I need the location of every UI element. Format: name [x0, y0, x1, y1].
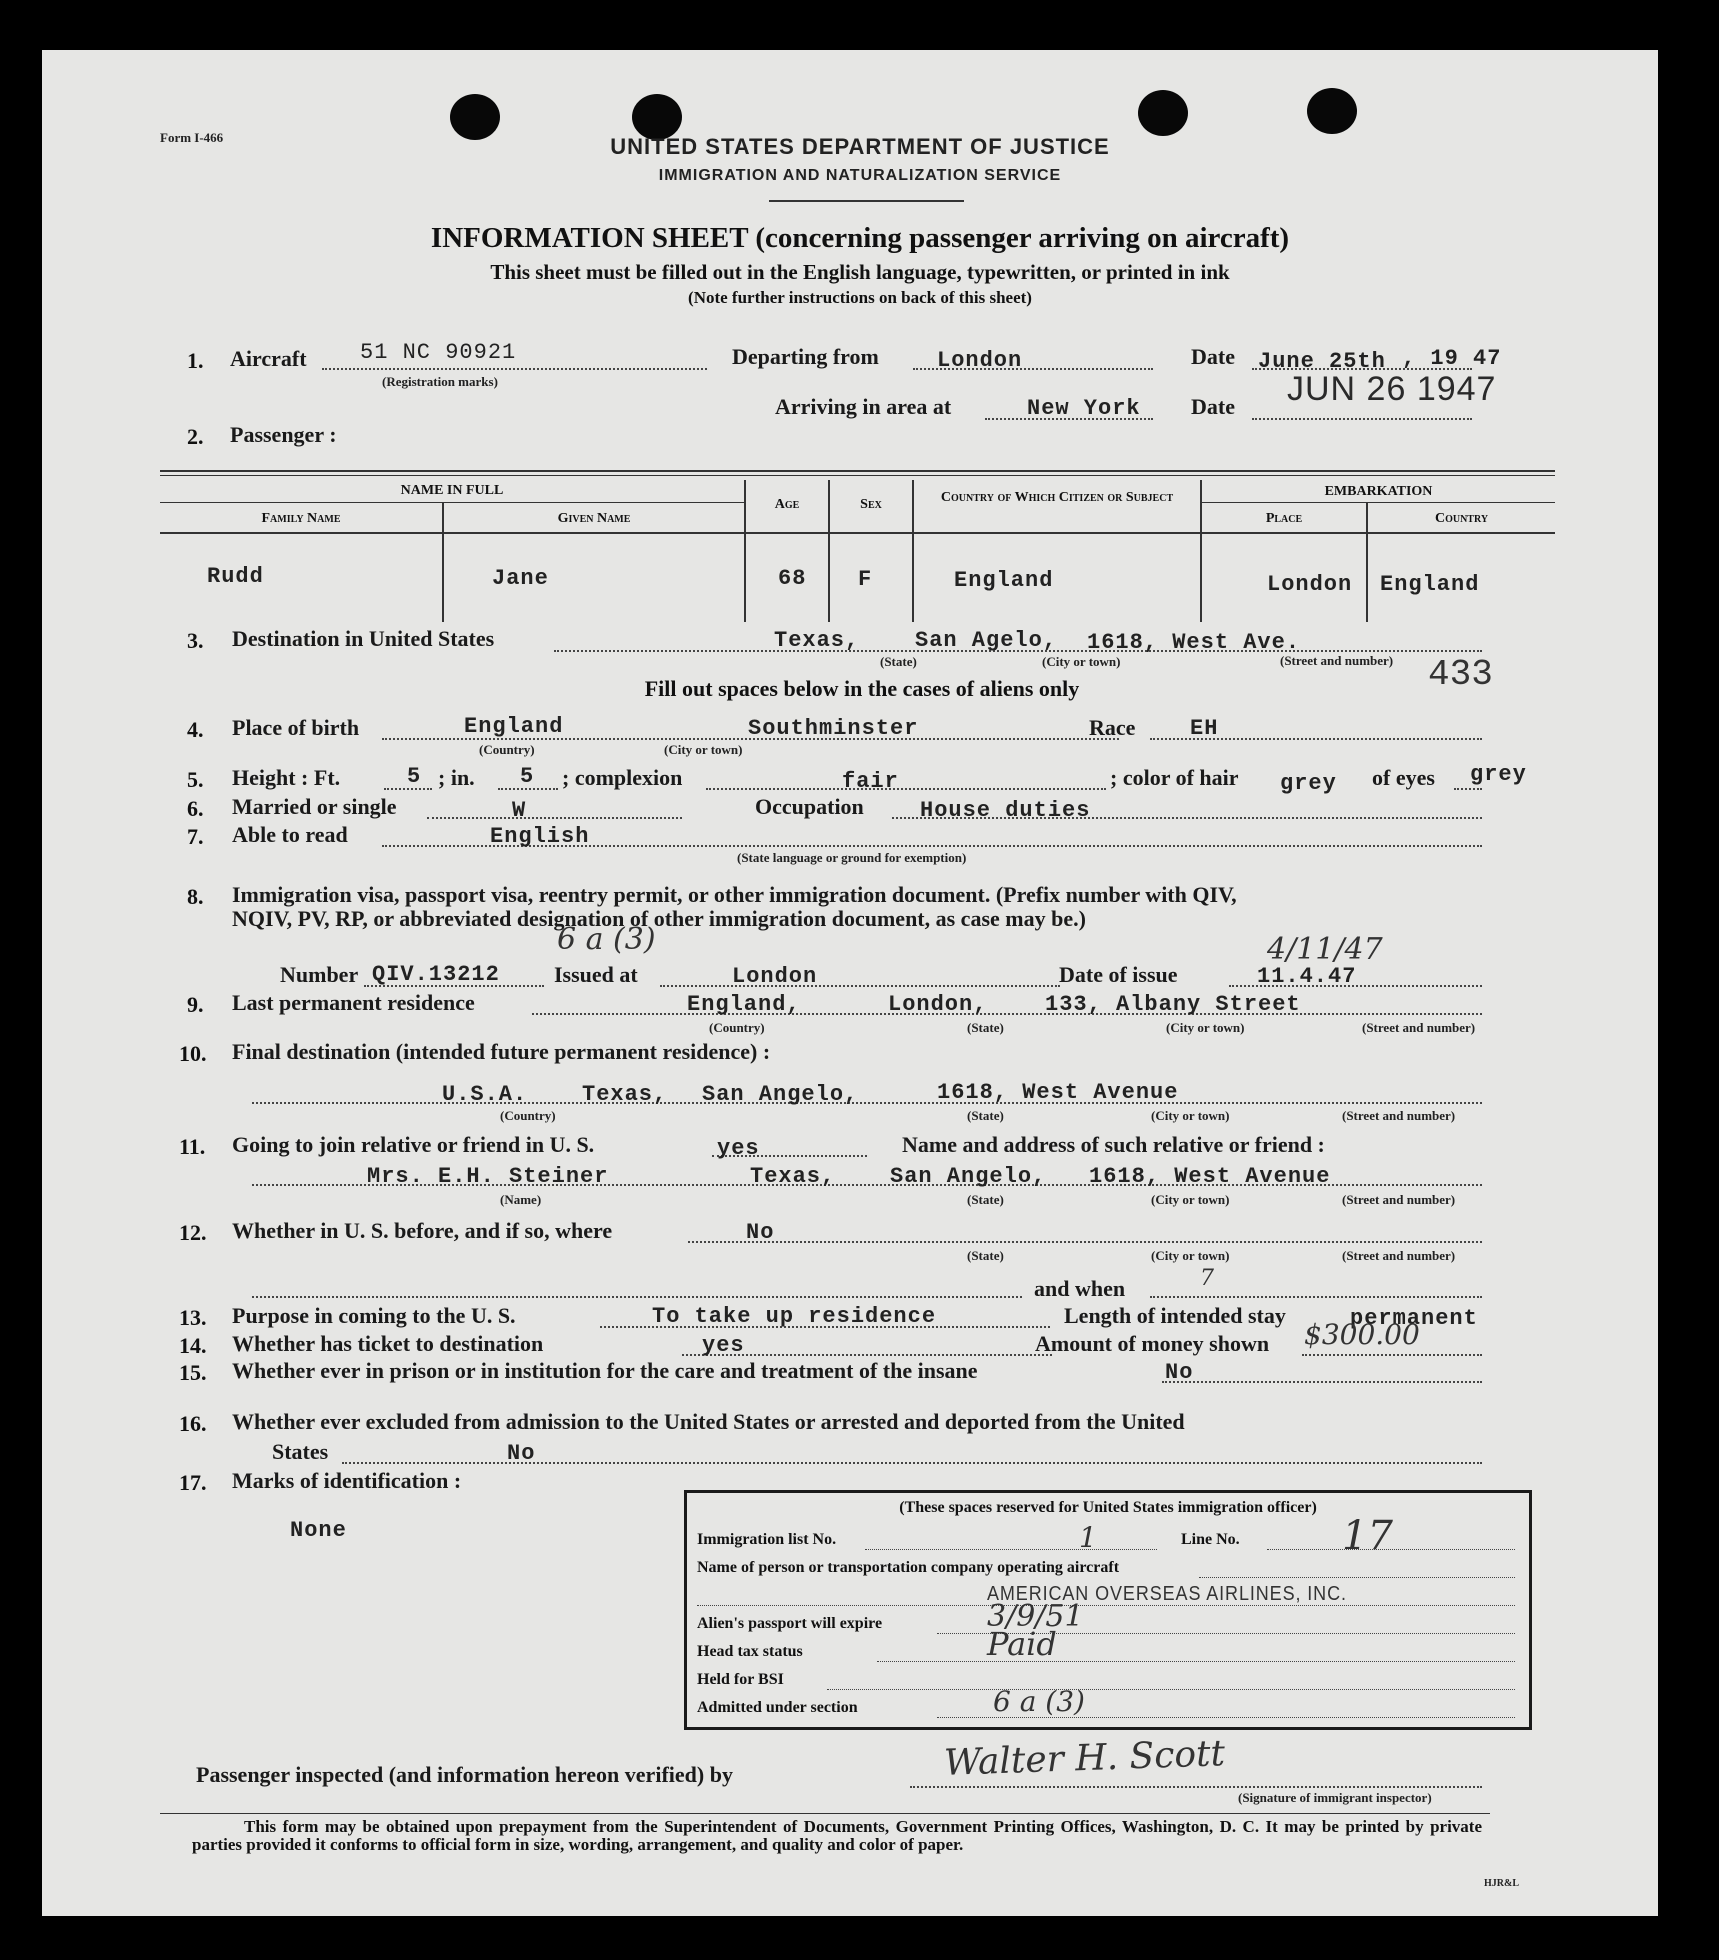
last-residence-country: England, [687, 992, 801, 1017]
line-number-value: 17 [1342, 1513, 1393, 1559]
given-name-header: Given Name [557, 511, 631, 526]
item-number: 6. [187, 796, 204, 821]
date-of-issue-typed: 11.4.47 [1257, 964, 1357, 989]
able-to-read-label: Able to read [232, 822, 348, 847]
reg-marks-caption: (Registration marks) [382, 374, 498, 389]
going-to-join-label: Going to join relative or friend in U. S. [232, 1132, 595, 1157]
street-caption: (Street and number) [1342, 1108, 1456, 1123]
height-in-value: 5 [520, 764, 535, 789]
destination-street-value: 1618, West Ave. [1087, 630, 1301, 655]
arriving-label: Arriving in area at [775, 394, 952, 419]
departure-year: , 19 47 [1402, 346, 1502, 371]
going-to-join-value: yes [717, 1136, 760, 1161]
relative-name-address-label: Name and address of such relative or friend : [902, 1132, 1325, 1157]
married-value: W [512, 798, 527, 823]
last-residence-address: 133, Albany Street [1045, 992, 1301, 1017]
destination-state-value: Texas, [774, 628, 860, 653]
money-shown-value: $300.00 [1304, 1318, 1420, 1351]
age-header: Age [774, 497, 800, 512]
height-ft-label: Height : Ft. [232, 765, 341, 790]
place-of-birth-label: Place of birth [232, 715, 360, 740]
form-number: Form I-466 [160, 130, 224, 145]
departing-value: London [937, 348, 1023, 373]
date-label: Date [1191, 394, 1235, 419]
held-bsi-label: Held for BSI [697, 1671, 784, 1688]
excluded-value: No [507, 1441, 536, 1466]
signature-caption: (Signature of immigrant inspector) [1238, 1790, 1432, 1805]
departure-date-value: June 25th [1258, 349, 1386, 374]
purpose-label: Purpose in coming to the U. S. [232, 1303, 516, 1328]
document-class-handwritten: 6 a (3) [557, 922, 656, 957]
occupation-value: House duties [920, 798, 1091, 823]
age-value: 68 [778, 566, 807, 591]
occupation-label: Occupation [755, 794, 864, 819]
country-caption: (Country) [500, 1108, 556, 1123]
admitted-under-value: 6 a (3) [993, 1685, 1085, 1718]
arriving-value: New York [1027, 396, 1141, 421]
passport-expire-label: Alien's passport will expire [697, 1615, 883, 1632]
subtitle: This sheet must be filled out in the English language, typewritten, or printed in ink [490, 260, 1230, 284]
ticket-label: Whether has ticket to destination [232, 1331, 544, 1356]
item-number: 1. [187, 348, 204, 373]
state-caption: (State) [967, 1108, 1004, 1123]
sex-header: Sex [860, 497, 882, 512]
aircraft-value: 51 NC 90921 [360, 340, 517, 365]
last-residence-state: London, [888, 992, 988, 1017]
city-caption: (City or town) [1042, 654, 1121, 669]
final-destination-street: 1618, West Avenue [937, 1080, 1179, 1105]
final-destination-country: U.S.A. [442, 1082, 528, 1107]
final-destination-label: Final destination (intended future permanent residence) : [232, 1039, 771, 1064]
married-label: Married or single [232, 794, 397, 819]
destination-note-433: 433 [1428, 654, 1493, 695]
item-number: 8. [187, 884, 204, 909]
date-of-issue-handwritten: 4/11/47 [1267, 932, 1383, 967]
admitted-under-label: Admitted under section [697, 1699, 858, 1716]
name-in-full-header: NAME IN FULL [400, 483, 504, 498]
state-caption: (State) [880, 654, 917, 669]
state-caption: (State) [967, 1248, 1004, 1263]
inches-label: ; in. [438, 765, 475, 790]
street-caption: (Street and number) [1342, 1192, 1456, 1207]
able-to-read-value: English [490, 824, 590, 849]
aliens-only-heading: Fill out spaces below in the cases of aliens only [644, 676, 1080, 701]
item-number: 16. [179, 1411, 207, 1436]
sex-value: F [858, 567, 873, 592]
item-number: 17. [179, 1470, 207, 1495]
ticket-value: yes [702, 1333, 745, 1358]
city-caption: (City or town) [1151, 1248, 1230, 1263]
footer-note: This form may be obtained upon prepayment from the Superintendent of Documents, Government Printing Offices, Washington, D. C. It may be printed by private parties provided it conforms to official form in size, wording, arrangement, and quality and color of paper. [192, 1817, 1482, 1854]
form-sheet [42, 50, 1658, 1916]
operator-stamp: AMERICAN OVERSEAS AIRLINES, INC. [987, 1583, 1347, 1605]
officer-reserved-box [684, 1490, 1532, 1730]
race-label: Race [1089, 715, 1136, 740]
money-shown-label: Amount of money shown [1035, 1331, 1270, 1356]
item-number: 7. [187, 824, 204, 849]
item-number: 13. [179, 1305, 207, 1330]
passenger-label: Passenger : [230, 422, 337, 447]
embarkation-header: EMBARKATION [1324, 484, 1433, 499]
embarkation-country-value: England [1380, 572, 1480, 597]
head-tax-value: Paid [987, 1625, 1057, 1663]
punch-hole [1307, 88, 1357, 134]
marks-of-identification-value: None [290, 1518, 347, 1543]
date-label: Date [1191, 344, 1235, 369]
state-caption: (State) [967, 1192, 1004, 1207]
item-number: 4. [187, 717, 204, 742]
punch-hole [1138, 90, 1188, 136]
visa-question-line2: NQIV, PV, RP, or abbreviated designation of other immigration document, as case may be.) [232, 906, 1086, 931]
item-number: 12. [179, 1220, 207, 1245]
marks-of-identification-label: Marks of identification : [232, 1468, 462, 1493]
item-number: 9. [187, 992, 204, 1017]
issued-at-label: Issued at [554, 962, 638, 987]
length-of-stay-value: permanent [1350, 1306, 1478, 1331]
country-header: Country [1434, 511, 1489, 526]
place-header: Place [1265, 511, 1303, 526]
hair-color-label: ; color of hair [1110, 765, 1239, 790]
city-caption: (City or town) [1166, 1020, 1245, 1035]
street-caption: (Street and number) [1362, 1020, 1476, 1035]
page-title: INFORMATION SHEET (concerning passenger arriving on aircraft) [430, 222, 1290, 254]
last-residence-label: Last permanent residence [232, 990, 475, 1015]
print-code: HJR&L [1484, 1878, 1519, 1889]
city-caption: (City or town) [664, 742, 743, 757]
inspected-by-label: Passenger inspected (and information hereon verified) by [196, 1762, 733, 1787]
item-number: 2. [187, 424, 204, 449]
immigration-list-label: Immigration list No. [697, 1531, 837, 1548]
document-number-value: QIV.13212 [372, 962, 500, 987]
city-caption: (City or town) [1151, 1108, 1230, 1123]
family-name-value: Rudd [207, 564, 264, 589]
and-when-value: 7 [1200, 1266, 1214, 1291]
purpose-value: To take up residence [652, 1304, 937, 1329]
destination-label: Destination in United States [232, 626, 495, 651]
final-destination-state: Texas, [582, 1082, 668, 1107]
family-name-header: Family Name [261, 511, 341, 526]
item-number: 3. [187, 628, 204, 653]
length-of-stay-label: Length of intended stay [1064, 1303, 1286, 1328]
arrival-date-stamp: JUN 26 1947 [1287, 370, 1497, 408]
citizen-header: Country of Which Citizen or Subject [940, 490, 1174, 505]
and-when-label: and when [1034, 1276, 1126, 1301]
citizen-value: England [954, 568, 1054, 593]
complexion-value: fair [842, 769, 899, 794]
prison-label: Whether ever in prison or in institution for the care and treatment of the insane [232, 1358, 978, 1383]
state-caption: (State) [967, 1020, 1004, 1035]
number-label: Number [280, 962, 359, 987]
item-number: 5. [187, 767, 204, 792]
eyes-label: of eyes [1372, 765, 1435, 790]
head-tax-label: Head tax status [697, 1643, 803, 1660]
item-number: 14. [179, 1333, 207, 1358]
service-title: IMMIGRATION AND NATURALIZATION SERVICE [658, 167, 1062, 184]
passport-expire-value: 3/9/51 [987, 1599, 1084, 1634]
departing-label: Departing from [732, 344, 879, 369]
aircraft-label: Aircraft [230, 346, 307, 371]
hair-color-value: grey [1280, 771, 1337, 796]
item-number: 15. [179, 1360, 207, 1385]
date-of-issue-label: Date of issue [1059, 962, 1178, 987]
embarkation-place-value: London [1267, 572, 1353, 597]
instructions-note: (Note further instructions on back of this sheet) [688, 288, 1032, 307]
given-name-value: Jane [492, 566, 549, 591]
in-us-before-value: No [746, 1220, 775, 1245]
agency-title: UNITED STATES DEPARTMENT OF JUSTICE [610, 134, 1110, 159]
eyes-value: grey [1470, 762, 1527, 787]
prison-value: No [1165, 1360, 1194, 1385]
item-number: 10. [179, 1041, 207, 1066]
country-caption: (Country) [709, 1020, 765, 1035]
relative-name-value: Mrs. E.H. Steiner [367, 1164, 609, 1189]
inspector-signature: Walter H. Scott [943, 1733, 1226, 1784]
final-destination-city: San Angelo, [702, 1082, 859, 1107]
in-us-before-label: Whether in U. S. before, and if so, where [232, 1218, 613, 1243]
birth-city-value: Southminster [748, 716, 919, 741]
race-value: EH [1190, 716, 1219, 741]
reserved-heading: (These spaces reserved for United States immigration officer) [899, 1499, 1317, 1516]
line-number-label: Line No. [1181, 1531, 1240, 1548]
relative-street-value: 1618, West Avenue [1089, 1164, 1331, 1189]
visa-question-line1: Immigration visa, passport visa, reentry permit, or other immigration document. (Prefix number with QIV, [232, 882, 1237, 907]
issued-at-value: London [732, 964, 818, 989]
street-caption: (Street and number) [1280, 653, 1394, 668]
destination-city-value: San Agelo, [915, 628, 1058, 653]
relative-city-value: San Angelo, [890, 1164, 1047, 1189]
operator-label: Name of person or transportation company operating aircraft [697, 1559, 1120, 1576]
complexion-label: ; complexion [562, 765, 683, 790]
name-caption: (Name) [500, 1192, 542, 1207]
immigration-list-value: 1 [1079, 1521, 1097, 1554]
height-ft-value: 5 [407, 764, 422, 789]
item-number: 11. [179, 1134, 206, 1159]
states-label: States [272, 1439, 329, 1464]
birth-country-value: England [464, 714, 564, 739]
excluded-label: Whether ever excluded from admission to the United States or arrested and deported from the United [232, 1409, 1185, 1434]
language-caption: (State language or ground for exemption) [737, 850, 967, 865]
city-caption: (City or town) [1151, 1192, 1230, 1207]
street-caption: (Street and number) [1342, 1248, 1456, 1263]
relative-state-value: Texas, [750, 1164, 836, 1189]
country-caption: (Country) [479, 742, 535, 757]
